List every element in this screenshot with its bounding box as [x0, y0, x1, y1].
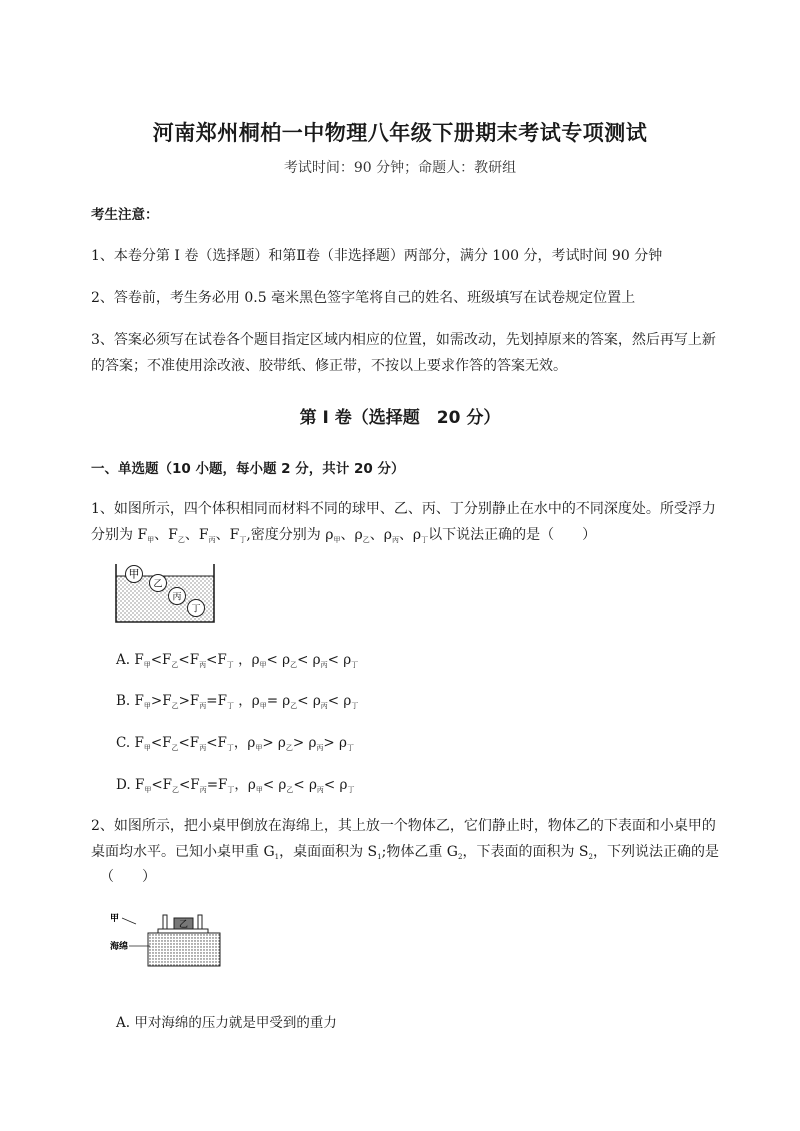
notice-heading: 考生注意：	[91, 207, 159, 223]
ball-bing	[169, 588, 186, 605]
svg-text:丙: 丙	[172, 592, 182, 603]
notice-item-1: 1、本卷分第 I 卷（选择题）和第Ⅱ卷（非选择题）两部分，满分 100 分，考试时间 90 分钟	[91, 248, 663, 264]
notice-item-2: 2、答卷前，考生务必用 0.5 毫米黑色签字笔将自己的姓名、班级填写在试卷规定位置上	[91, 290, 636, 306]
q2-option-a[interactable]: A. 甲对海绵的压力就是甲受到的重力	[116, 1015, 337, 1031]
label-sponge: 海绵	[110, 942, 129, 952]
q2-stem-line2: 桌面均水平。已知小桌甲重 $G_1$，桌面面积为 $S_1$;物体乙重 $G_2$，下表面的面积为 $S_2$，下列说法正确的是	[91, 844, 719, 861]
q1-option-b[interactable]: B. $F_甲>F_乙>F_丙=F_丁$ ，$\rho_甲= \rho_乙< \rho_丙< \rho_丁$	[116, 693, 359, 710]
label-jia: 甲	[110, 914, 120, 924]
svg-text:乙: 乙	[153, 579, 163, 590]
part-heading: 一、单选题（10 小题，每小题 2 分，共计 20 分）	[91, 461, 405, 477]
q2-stem-line1: 2、如图所示，把小桌甲倒放在海绵上，其上放一个物体乙，它们静止时，物体乙的下表面和小桌甲的	[91, 818, 716, 834]
q1-option-d[interactable]: D. $F_甲<F_乙<F_丙=F_丁$，$\rho_甲< \rho_乙< \rho_丙< \rho_丁$	[116, 777, 355, 794]
page-title: 河南郑州桐柏一中物理八年级下册期末考试专项测试	[152, 121, 648, 145]
ball-yi	[150, 575, 167, 592]
svg-text:丁: 丁	[191, 604, 201, 615]
q1-option-c[interactable]: C. $F_甲<F_乙<F_丙<F_丁$，$\rho_甲> \rho_乙> \rho_丙> \rho_丁$	[116, 735, 354, 752]
exam-info: 考试时间：90 分钟；命题人：教研组	[283, 160, 517, 176]
q2-figure-table-on-sponge	[110, 910, 226, 968]
q1-figure-water-tank	[114, 562, 216, 624]
ball-jia	[126, 566, 143, 583]
notice-item-3: 3、答案必须写在试卷各个题目指定区域内相应的位置，如需改动，先划掉原来的答案，然后再写上新	[91, 332, 716, 348]
ball-ding	[188, 600, 205, 617]
q1-stem-line2: 分别为 $F_甲$、$F_乙$、$F_丙$、$F_丁$,密度分别为 $\rho_甲$、$\rho_乙$、$\rho_丙$、$\rho_丁$以下说法正确的是（ ）	[91, 527, 597, 544]
q1-option-a[interactable]: A. $F_甲<F_乙<F_丙<F_丁$ ，$\rho_甲< \rho_乙< \rho_丙< \rho_丁$	[116, 652, 359, 669]
label-yi: 乙	[178, 920, 189, 930]
svg-text:甲: 甲	[128, 567, 140, 581]
q2-stem-line3: （ ）	[100, 869, 156, 885]
notice-item-3-cont: 的答案；不准使用涂改液、胶带纸、修正带，不按以上要求作答的答案无效。	[91, 358, 567, 374]
section-title: 第 I 卷（选择题 20 分）	[299, 408, 501, 428]
q1-stem-line1: 1、如图所示，四个体积相同而材料不同的球甲、乙、丙、丁分别静止在水中的不同深度处。所受浮力	[91, 501, 716, 517]
